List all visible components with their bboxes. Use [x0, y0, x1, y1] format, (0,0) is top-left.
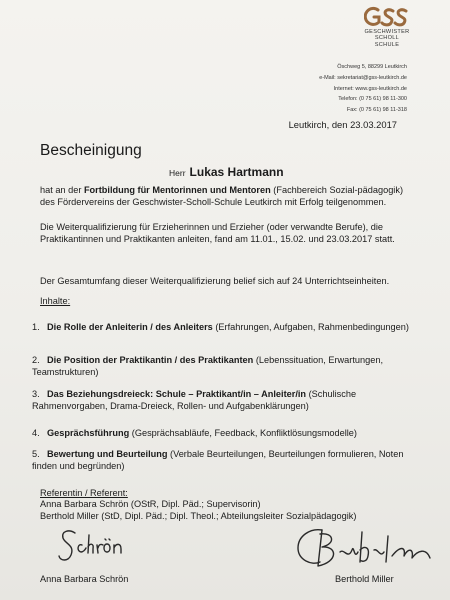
referents-heading: Referentin / Referent: — [40, 488, 128, 498]
address-line: Öschweg 5, 88299 Leutkirch — [337, 64, 407, 70]
topic-desc: (Verbale Beurteilungen, Beurteilungen formulieren, Noten finden und begründen) — [32, 449, 404, 471]
topic-title: Das Beziehungsdreieck: Schule – Praktikant/in – Anleiter/in — [47, 389, 307, 399]
topic-title: Gesprächsführung — [47, 428, 130, 438]
topic-desc: (Schulische Rahmenvorgaben, Drama-Dreieck, Rollen- und Aufgabenklärungen) — [32, 389, 357, 411]
contents-heading: Inhalte: — [40, 296, 71, 306]
course-name: Fortbildung für Mentorinnen und Mentoren — [83, 185, 271, 195]
place-date: Leutkirch, den 23.03.2017 — [288, 119, 397, 130]
referent-line: Anna Barbara Schrön (OStR, Dipl. Päd.; Supervisorin) — [40, 499, 261, 509]
document-title: Bescheinigung — [40, 142, 142, 159]
signatory-name-right: Berthold Miller — [335, 574, 394, 584]
referent-line: Berthold Miller (StD, Dipl. Päd.; Dipl. Theol.; Abteilungsleiter Sozialpädagogik) — [40, 511, 357, 521]
topic-number: 2. — [32, 355, 40, 365]
school-name-line: GESCHWISTER — [364, 29, 410, 35]
email-line: e-Mail: sekretariat@gss-leutkirch.de — [319, 74, 407, 81]
paragraph-dates: Die Weiterqualifizierung für Erzieherinnen und Erzieher (oder verwandte Berufe), die Praktikantinnen und Praktikanten anleiten, fand am 11.01., 15.02. und 23.03.2017 statt. — [40, 222, 395, 244]
topic-number: 1. — [32, 322, 40, 332]
topic-desc: (Gesprächsabläufe, Feedback, Konfliktlösungsmodelle) — [129, 428, 357, 438]
topic-desc: (Erfahrungen, Aufgaben, Rahmenbedingungen) — [212, 322, 409, 332]
signatory-name-left: Anna Barbara Schrön — [40, 574, 129, 584]
topic-title: Die Position der Praktikantin / des Praktikanten — [47, 355, 254, 365]
paragraph-participation — [40, 185, 412, 208]
signature-schroen-icon — [55, 523, 175, 571]
fax-line: Fax: (0 75 61) 98 11-318 — [346, 107, 407, 114]
topic-desc: (Lebenssituation, Erwartungen, Teamstrukturen) — [32, 355, 384, 377]
topic-item — [32, 322, 417, 334]
paragraph-text: (Fachbereich Sozial-pädagogik) des Fördervereins der Geschwister-Scholl-Schule Leutkirch mit Erfolg teilgenommen. — [40, 185, 404, 207]
website-line: Internet: www.gss-leutkirch.de — [333, 85, 407, 92]
recipient-name: Lukas Hartmann — [189, 165, 284, 179]
topic-number: 4. — [32, 428, 40, 438]
paragraph-text: hat an der — [40, 185, 84, 195]
school-name-line: SCHULE — [374, 41, 400, 48]
topic-item — [32, 449, 417, 472]
contact-block — [319, 62, 407, 116]
topic-item — [32, 389, 417, 412]
school-name-line: SCHOLL — [374, 35, 400, 42]
gss-logo-icon — [364, 5, 410, 29]
recipient — [169, 165, 284, 179]
signature-miller-icon — [292, 522, 434, 574]
topic-number: 5. — [32, 449, 40, 459]
topic-item — [32, 428, 417, 440]
topic-number: 3. — [32, 389, 40, 399]
topic-title: Bewertung und Beurteilung — [47, 449, 168, 459]
topic-title: Die Rolle der Anleiterin / des Anleiters — [47, 322, 213, 332]
recipient-salutation: Herr — [169, 168, 186, 178]
paragraph-scope: Der Gesamtumfang dieser Weiterqualifizierung belief sich auf 24 Unterrichtseinheiten. — [40, 276, 390, 286]
school-logo — [351, 5, 423, 48]
phone-line: Telefon: (0 75 61) 98 11-300 — [338, 96, 407, 103]
topic-item — [32, 355, 417, 378]
